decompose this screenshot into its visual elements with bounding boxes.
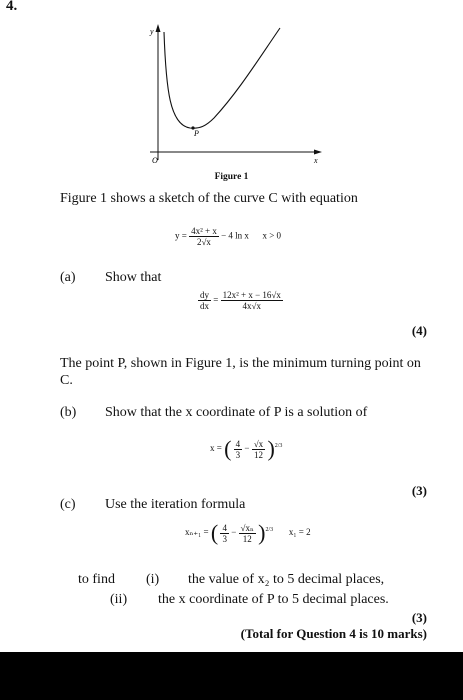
item-i-label: (i) [146,572,160,587]
part-a-label: (a) [60,270,76,285]
part-c-minus: − [231,527,237,538]
to-find-text: to find [78,572,115,587]
part-c-label: (c) [60,497,76,512]
point-p-text: The point P, shown in Figure 1, is the minimum turning point on C. [60,356,421,388]
item-i-text: the value of x₂ to 5 decimal places, [188,572,385,587]
curve-equation [175,226,281,247]
part-b-marks: (3) [411,483,427,498]
part-b-f1-den: 3 [235,449,241,460]
part-c-exponent: 2/3 [265,527,274,534]
origin-label: O [152,156,158,165]
part-c-f2-num: √xₙ [240,522,254,533]
item-ii-label: (ii) [110,592,128,607]
total-marks: (Total for Question 4 is 10 marks) [240,626,427,641]
deriv-rhs-den: 4x√x [242,301,261,311]
equation-fraction [189,226,219,247]
part-b-minus: − [244,443,250,454]
part-c-f2-den: 12 [242,533,252,544]
part-b-label: (b) [60,405,77,420]
deriv-den: dx [200,301,209,311]
y-axis-label: y [150,27,154,36]
part-c-f1-num: 4 [222,522,227,533]
x-axis-label: x [314,156,318,165]
part-a-marks: (4) [411,323,427,338]
deriv-rhs-num: 12x² + x − 16√x [222,290,281,300]
part-c-marks: (3) [411,610,427,625]
part-c-f1-den: 3 [222,533,227,544]
question-number: 4. [6,0,18,14]
equation-lhs: y = [175,230,187,241]
part-b-lhs: x = [210,443,222,454]
y-axis-arrow [156,24,161,32]
equation-frac-den: 2√x [196,237,211,247]
x-axis-arrow [314,150,322,155]
part-b-f2-den: 12 [253,449,263,460]
figure-1-sketch [140,20,330,170]
part-c-iteration-formula: xₙ₊₁ = ( $\frac{4}{3}$ − $\frac{\text{√xₙ}}{12}$ )$^{2/3}$ x₁ = 2 [185,520,311,545]
footer-bar [0,652,463,700]
point-p-label: P [194,129,199,138]
part-b-instruction: Show that the x coordinate of P is a solution of [105,405,368,420]
part-a-instruction: Show that [105,270,162,285]
part-b-f1-num: 4 [235,438,241,449]
curve-c [164,28,280,128]
figure-caption: Figure 1 [214,172,249,182]
part-b-equation: x = ( $\frac{4}{3}$ − $\frac{√x}{12}$ )$^{2/3}$ [210,436,283,461]
equation-frac-num: 4x² + x [191,226,217,236]
deriv-rhs-fraction [221,290,283,311]
part-c-instruction: Use the iteration formula [105,497,246,512]
deriv-fraction [198,290,211,311]
item-ii-text: the x coordinate of P to 5 decimal places. [158,592,389,607]
deriv-num: dy [200,290,209,300]
intro-text: Figure 1 shows a sketch of the curve C with equation [60,191,358,206]
part-c-initial: x₁ = 2 [288,527,311,538]
part-b-f2-num: √x [253,438,264,449]
equation-tail: − 4 ln x [221,230,249,241]
part-b-exponent: 2/3 [274,443,283,450]
part-c-lhs: xₙ₊₁ = [185,527,209,538]
equation-condition: x > 0 [262,230,282,241]
part-a-derivative: $\frac{dy}{dx}$ = $\frac{\text{12x² + x − 16√x}}{4x√x}$ [200,290,281,311]
